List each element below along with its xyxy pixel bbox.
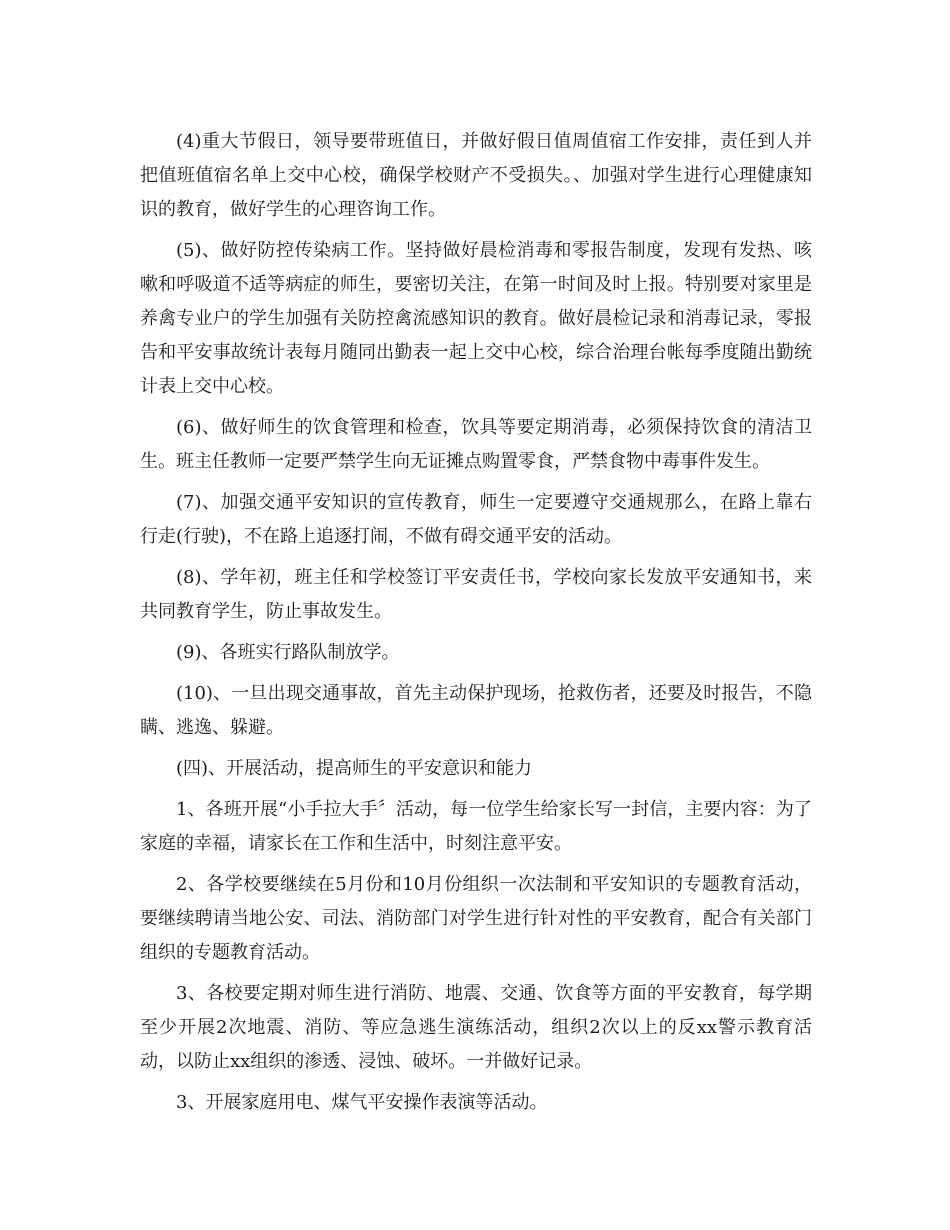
paragraph-activity-1: 1、各班开展“小手拉大手〞活动，每一位学生给家长写一封信，主要内容：为了家庭的幸福，请家长在工作和生活中，时刻注意平安。 bbox=[140, 799, 812, 854]
document-body bbox=[140, 125, 812, 1127]
paragraph-disease-control: (5)、做好防控传染病工作。坚持做好晨检消毒和零报告制度，发现有发热、咳嗽和呼吸道不适等病症的师生，要密切关注，在第一时间及时上报。特别要对家里是养禽专业户的学生加强有关防控禽流感知识的教育。做好晨检记录和消毒记录，零报告和平安事故统计表每月随同出勤表一起上交中心校，综合治理台帐每季度随出勤统计表上交中心校。 bbox=[140, 240, 812, 397]
paragraph-accident-response: (10)、一旦出现交通事故，首先主动保护现场，抢救伤者，还要及时报告，不隐瞒、逃逸、躲避。 bbox=[140, 683, 812, 738]
paragraph-holiday-duty: (4)重大节假日，领导要带班值日，并做好假日值周值宿工作安排，责任到人并把值班值宿名单上交中心校，确保学校财产不受损失。、加强对学生进行心理健康知识的教育，做好学生的心理咨询工作。 bbox=[140, 131, 812, 220]
paragraph-traffic-safety: (7)、加强交通平安知识的宣传教育，师生一定要遵守交通规那么，在路上靠右行走(行驶)，不在路上追逐打闹，不做有碍交通平安的活动。 bbox=[140, 492, 812, 547]
paragraph-activity-2: 2、各学校要继续在5月份和10月份组织一次法制和平安知识的专题教育活动，要继续聘请当地公安、司法、消防部门对学生进行针对性的平安教育，配合有关部门组织的专题教育活动。 bbox=[140, 874, 812, 963]
paragraph-activity-3b: 3、开展家庭用电、煤气平安操作表演等活动。 bbox=[176, 1092, 548, 1113]
section-heading-activities: (四)、开展活动，提高师生的平安意识和能力 bbox=[176, 758, 533, 779]
paragraph-safety-agreement: (8)、学年初，班主任和学校签订平安责任书，学校向家长发放平安通知书，来共同教育学生，防止事故发生。 bbox=[140, 567, 812, 622]
paragraph-queue-dismissal: (9)、各班实行路队制放学。 bbox=[176, 642, 400, 663]
paragraph-food-safety: (6)、做好师生的饮食管理和检查，饮具等要定期消毒，必须保持饮食的清洁卫生。班主任教师一定要严禁学生向无证摊点购置零食，严禁食物中毒事件发生。 bbox=[140, 417, 812, 472]
paragraph-activity-3: 3、各校要定期对师生进行消防、地震、交通、饮食等方面的平安教育，每学期至少开展2次地震、消防、等应急逃生演练活动，组织2次以上的反xx警示教育活动，以防止xx组织的渗透、浸蚀、破坏。一并做好记录。 bbox=[140, 983, 812, 1072]
